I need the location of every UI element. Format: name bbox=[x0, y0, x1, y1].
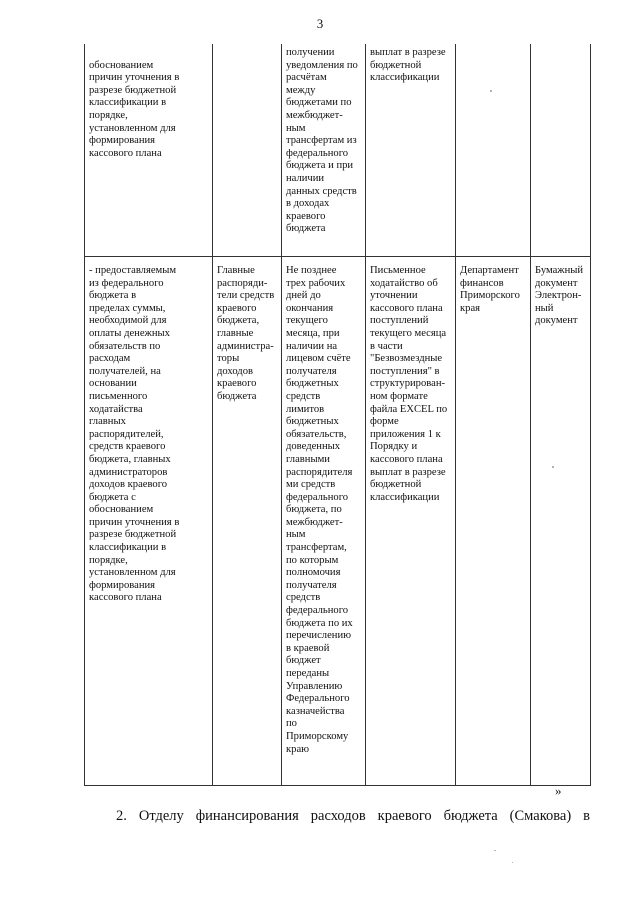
cell-text-line: бюджета с bbox=[89, 491, 136, 503]
cell-text-line: Порядку и bbox=[370, 441, 418, 453]
cell-text-line: Не позднее bbox=[286, 265, 337, 276]
cell-text-line: бюджета, главных bbox=[89, 453, 171, 465]
cell-text-line: средств bbox=[286, 390, 321, 402]
cell-text-line: кассового плана bbox=[370, 453, 443, 465]
cell-text-line: финансов bbox=[460, 277, 504, 289]
cell-text-line: порядке, bbox=[89, 554, 128, 566]
cell-text-line: Федерального bbox=[286, 693, 350, 705]
cell-text-line: средств краевого bbox=[89, 441, 166, 453]
cell-text-line: перечислению bbox=[286, 630, 352, 642]
cell-text-line: переданы bbox=[286, 668, 330, 679]
cell-text-line: лицевом счёте bbox=[286, 353, 351, 365]
document-table bbox=[84, 44, 591, 786]
cell-text-line: основании bbox=[89, 378, 137, 390]
cell-text-line bbox=[89, 47, 209, 60]
cell-text-line: - предоставляемым bbox=[89, 265, 177, 276]
cell-text-line: Бумажный bbox=[535, 265, 584, 276]
cell-text-line: Электрон- bbox=[535, 290, 582, 302]
cell-text-line: классификации в bbox=[89, 542, 167, 554]
cell-text-line: бюджета bbox=[217, 390, 257, 402]
cell-text-line: получателей, на bbox=[89, 365, 161, 377]
cell-text-line: форме bbox=[370, 416, 399, 428]
cell-text-line: структурирован- bbox=[370, 378, 446, 390]
cell-text-line: Управлению bbox=[286, 680, 343, 692]
cell-text-line: по которым bbox=[286, 554, 339, 566]
cell-text-line: кассового плана bbox=[89, 147, 162, 159]
cell-text-line: распорядителей, bbox=[89, 428, 164, 440]
cell-text-line: трансфертам из bbox=[286, 135, 357, 147]
cell-text-line: текущего месяца bbox=[370, 327, 447, 339]
table-cell bbox=[213, 257, 282, 786]
cell-text-line: "Безвозмездные bbox=[370, 353, 443, 365]
cell-text-line: ходатайства bbox=[89, 403, 143, 415]
cell-text-line: Приморского bbox=[460, 290, 520, 302]
cell-text-line: обязательств, bbox=[286, 428, 347, 440]
cell-text-line: края bbox=[460, 302, 481, 314]
cell-text-line: разрезе бюджетной bbox=[89, 84, 177, 96]
cell-text-line: главные bbox=[217, 327, 254, 339]
cell-text-line: текущего bbox=[286, 315, 328, 327]
table-cell bbox=[366, 44, 456, 257]
cell-text-line: бюджетами по bbox=[286, 97, 352, 109]
table-cell bbox=[85, 257, 213, 786]
cell-text-line: доходов краевого bbox=[89, 479, 168, 491]
scan-speck bbox=[552, 466, 554, 468]
cell-text-line: по bbox=[286, 718, 297, 730]
cell-text-line: поступления" в bbox=[370, 365, 440, 377]
cell-text-line: главных bbox=[89, 416, 126, 428]
cell-text-line: документ bbox=[535, 277, 578, 289]
cell-text-line: казначейства bbox=[286, 705, 345, 717]
cell-text-line: Департамент bbox=[460, 265, 519, 276]
cell-text-line: главными bbox=[286, 453, 330, 465]
table-row bbox=[85, 44, 591, 257]
cell-text-line: дней до bbox=[286, 290, 321, 302]
cell-text-line: ном формате bbox=[370, 390, 428, 402]
table-cell bbox=[531, 257, 591, 786]
scan-speck bbox=[494, 850, 496, 851]
scan-speck bbox=[512, 862, 513, 863]
closing-quote: » bbox=[555, 783, 562, 798]
cell-text-line: установленном для bbox=[89, 567, 176, 579]
cell-text-line: причин уточнения в bbox=[89, 72, 180, 84]
cell-text-line: кассового плана bbox=[89, 592, 162, 604]
cell-text-line: бюджета по их bbox=[286, 617, 353, 629]
cell-text-line: выплат в разрезе bbox=[370, 47, 446, 58]
cell-text-line: ным bbox=[286, 529, 306, 541]
table-cell bbox=[366, 257, 456, 786]
cell-text-line: письменного bbox=[89, 390, 148, 402]
cell-text-line: окончания bbox=[286, 302, 334, 314]
cell-text-line: обоснованием bbox=[89, 59, 154, 71]
cell-text-line: необходимой для bbox=[89, 315, 167, 327]
cell-text-line: федерального bbox=[286, 605, 349, 617]
cell-text-line: разрезе бюджетной bbox=[89, 529, 177, 541]
cell-text-line: краевого bbox=[217, 378, 257, 390]
cell-text-line: из федерального bbox=[89, 277, 164, 289]
cell-text-line: документ bbox=[535, 315, 578, 327]
cell-text-line: ходатайство об bbox=[370, 277, 438, 289]
cell-text-line: классификации bbox=[370, 72, 440, 84]
cell-text-line: классификации bbox=[370, 491, 440, 503]
cell-text-line: поступлений bbox=[370, 315, 429, 327]
cell-text-line: обоснованием bbox=[89, 504, 154, 516]
table-cell bbox=[531, 44, 591, 257]
cell-text-line: ным bbox=[286, 122, 306, 134]
cell-text-line: администраторов bbox=[89, 466, 168, 478]
cell-text-line: полномочия bbox=[286, 567, 341, 579]
table-cell bbox=[456, 257, 531, 786]
cell-text-line: бюджета в bbox=[89, 290, 137, 302]
cell-text-line: краю bbox=[286, 743, 310, 755]
cell-text-line: обязательств по bbox=[89, 340, 161, 352]
cell-text-line: расходам bbox=[89, 353, 131, 365]
cell-text-line: формирования bbox=[89, 579, 156, 591]
cell-text-line: получении bbox=[286, 47, 335, 58]
paragraph-text: 2. Отделу финансирования расходов краевого бюджета (Смакова) в bbox=[116, 808, 590, 824]
cell-text-line: установленном для bbox=[89, 122, 176, 134]
cell-text-line: данных средств bbox=[286, 185, 357, 197]
cell-text-line: бюджета bbox=[286, 223, 326, 235]
cell-text-line: классификации в bbox=[89, 97, 167, 109]
cell-text-line: в доходах bbox=[286, 198, 330, 210]
cell-text-line: ми средств bbox=[286, 479, 336, 491]
cell-text-line: Письменное bbox=[370, 265, 426, 276]
cell-text-line: уточнении bbox=[370, 290, 418, 302]
cell-text-line: распорядителя bbox=[286, 466, 353, 478]
cell-text-line: администра- bbox=[217, 340, 274, 352]
cell-text-line: бюджетных bbox=[286, 378, 339, 390]
cell-text-line: Главные bbox=[217, 265, 255, 276]
cell-text-line: получателя bbox=[286, 365, 337, 377]
cell-text-line: средств bbox=[286, 592, 321, 604]
cell-text-line: краевого bbox=[217, 302, 257, 314]
cell-text-line: кассового плана bbox=[370, 302, 443, 314]
table-row bbox=[85, 257, 591, 786]
cell-text-line: Приморскому bbox=[286, 730, 349, 742]
cell-text-line: торы bbox=[217, 353, 240, 365]
cell-text-line: оплаты денежных bbox=[89, 327, 170, 339]
cell-text-line: федерального bbox=[286, 147, 349, 159]
cell-text-line: порядке, bbox=[89, 109, 128, 121]
page-number: 3 bbox=[316, 16, 324, 31]
cell-text-line: бюджет bbox=[286, 655, 321, 667]
cell-text-line: трансфертам, bbox=[286, 542, 347, 554]
cell-text-line: наличии bbox=[286, 172, 325, 184]
cell-text-line: месяца, при bbox=[286, 327, 340, 339]
cell-text-line: бюджетной bbox=[370, 59, 422, 71]
scan-speck bbox=[490, 90, 492, 92]
cell-text-line: бюджетной bbox=[370, 479, 422, 491]
cell-text-line: краевого bbox=[286, 210, 326, 222]
cell-text-line: получателя bbox=[286, 579, 337, 591]
cell-text-line: тели средств bbox=[217, 290, 275, 302]
cell-text-line: приложения 1 к bbox=[370, 428, 441, 440]
cell-text-line: межбюджет- bbox=[286, 516, 343, 528]
cell-text-line: трех рабочих bbox=[286, 277, 346, 289]
cell-text-line: распоряди- bbox=[217, 277, 268, 289]
cell-text-line: между bbox=[286, 84, 316, 96]
cell-text-line: бюджета, по bbox=[286, 504, 342, 516]
cell-text-line: наличии на bbox=[286, 340, 338, 352]
cell-text-line: лимитов bbox=[286, 403, 325, 415]
cell-text-line: бюджетных bbox=[286, 416, 339, 428]
cell-text-line: расчётам bbox=[286, 72, 327, 84]
table-cell bbox=[456, 44, 531, 257]
cell-text-line: уведомления по bbox=[286, 59, 358, 71]
cell-text-line: доходов bbox=[217, 365, 253, 377]
cell-text-line: федерального bbox=[286, 491, 349, 503]
cell-text-line: пределах суммы, bbox=[89, 302, 166, 314]
cell-text-line: в краевой bbox=[286, 642, 330, 654]
cell-text-line: причин уточнения в bbox=[89, 516, 180, 528]
cell-text-line: файла EXCEL по bbox=[370, 403, 448, 415]
cell-text-line: формирования bbox=[89, 135, 156, 147]
cell-text-line: бюджета и при bbox=[286, 160, 354, 172]
cell-text-line: в части bbox=[370, 340, 403, 352]
cell-text-line: доведенных bbox=[286, 441, 341, 453]
table-cell bbox=[282, 257, 366, 786]
cell-text-line: бюджета, bbox=[217, 315, 260, 327]
cell-text-line: ный bbox=[535, 302, 554, 314]
cell-text-line: межбюджет- bbox=[286, 109, 343, 121]
table-cell bbox=[85, 44, 213, 257]
cell-text-line: выплат в разрезе bbox=[370, 466, 446, 478]
table-cell bbox=[282, 44, 366, 257]
table-cell bbox=[213, 44, 282, 257]
